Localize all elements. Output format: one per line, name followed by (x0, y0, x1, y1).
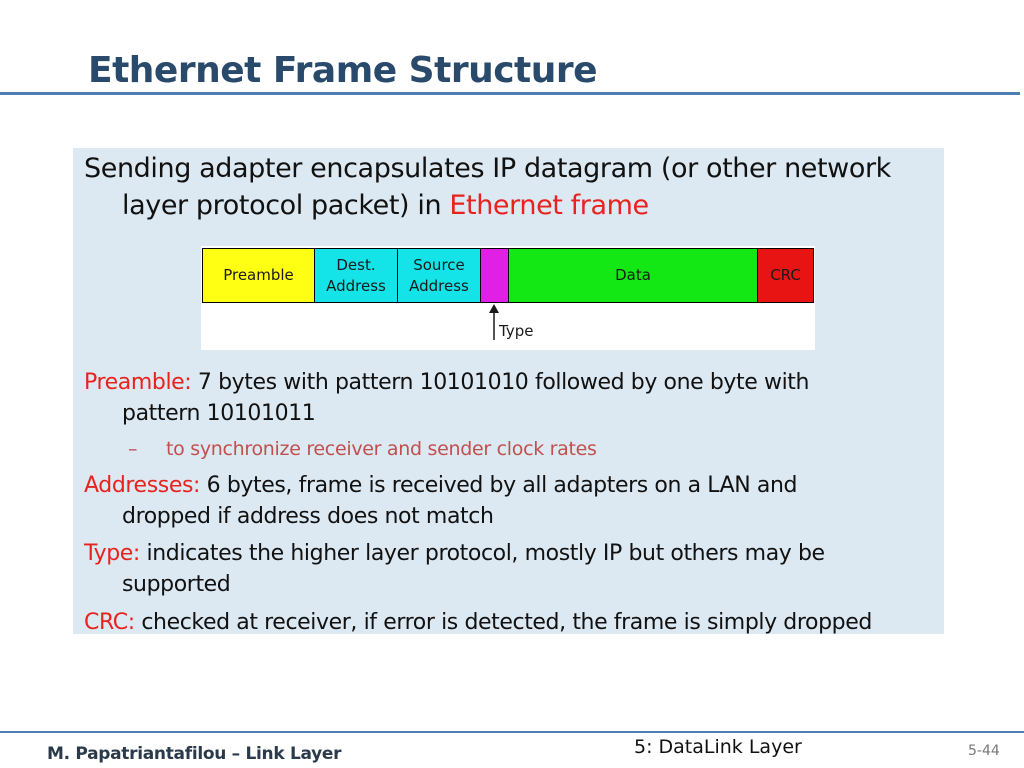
addresses-text-1: 6 bytes, frame is received by all adapters on a LAN and (200, 473, 798, 498)
field-source-label-1: Source (413, 255, 465, 274)
intro-line-1: Sending adapter encapsulates IP datagram (or other network (84, 153, 891, 184)
addresses-desc-line-1 (84, 473, 797, 498)
ethernet-frame-diagram (201, 246, 815, 350)
addresses-term: Addresses: (84, 473, 201, 498)
type-desc-line-1 (84, 541, 825, 566)
preamble-sub-text: to synchronize receiver and sender clock rates (166, 438, 597, 460)
field-source-label-2: Address (409, 276, 469, 295)
field-source-address (397, 248, 481, 303)
footer-rule (0, 731, 1024, 733)
field-data-label: Data (615, 266, 651, 284)
slide-title: Ethernet Frame Structure (88, 50, 598, 91)
preamble-term: Preamble: (84, 370, 192, 395)
field-dest-address (314, 248, 398, 303)
crc-term: CRC: (84, 610, 135, 635)
preamble-desc-line-1 (84, 370, 809, 395)
title-rule (0, 92, 1020, 95)
intro-line-2-text: layer protocol packet) in (122, 190, 450, 221)
field-crc-label: CRC (770, 266, 801, 284)
field-crc (757, 248, 814, 303)
field-preamble (202, 248, 315, 303)
field-data (508, 248, 758, 303)
sub-bullet-dash: – (128, 438, 138, 460)
ethernet-frame-highlight: Ethernet frame (449, 190, 649, 221)
footer-author: M. Papatriantafilou – Link Layer (47, 744, 342, 764)
type-pointer-label: Type (499, 322, 534, 340)
type-desc-line-2: supported (122, 572, 231, 597)
type-term: Type: (84, 541, 140, 566)
crc-desc-line-1 (84, 610, 872, 635)
intro-line-2 (122, 190, 649, 221)
crc-text-1: checked at receiver, if error is detected, the frame is simply dropped (134, 610, 872, 635)
field-dest-label-2: Address (326, 276, 386, 295)
field-dest-label-1: Dest. (336, 255, 376, 274)
preamble-text-1: 7 bytes with pattern 10101010 followed by one byte with (191, 370, 810, 395)
field-preamble-label: Preamble (223, 266, 294, 284)
field-type (480, 248, 509, 303)
preamble-sub-bullet (128, 438, 138, 460)
footer-page-number: 5-44 (968, 743, 1000, 759)
type-text-1: indicates the higher layer protocol, mostly IP but others may be (139, 541, 825, 566)
addresses-desc-line-2: dropped if address does not match (122, 504, 494, 529)
preamble-desc-line-2: pattern 10101011 (122, 401, 316, 426)
footer-chapter: 5: DataLink Layer (634, 736, 802, 758)
